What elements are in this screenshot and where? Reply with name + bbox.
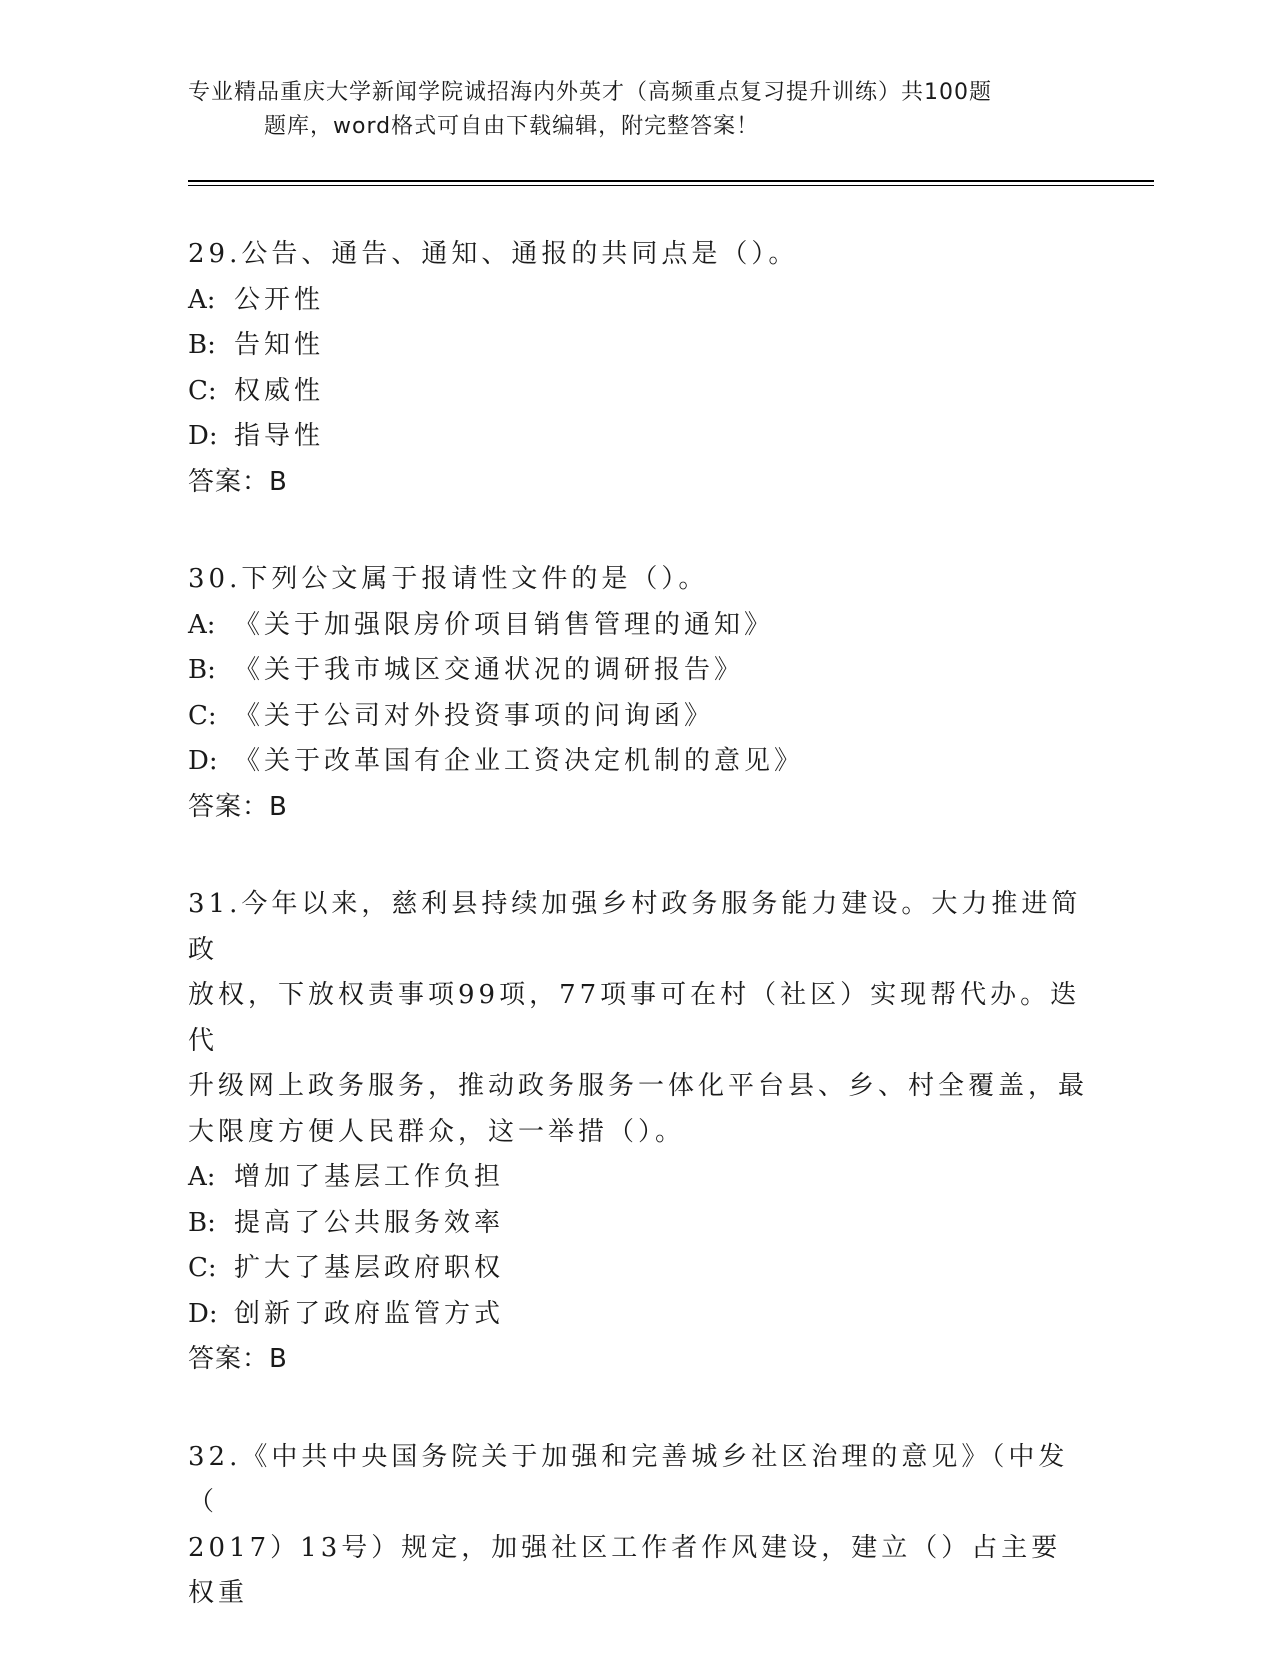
option-text: 《关于加强限房价项目销售管理的通知》: [234, 609, 775, 640]
option-letter: A:: [188, 284, 216, 315]
option-text: 增加了基层工作负担: [234, 1162, 505, 1192]
option-letter: B:: [188, 1207, 216, 1238]
document-header: [188, 76, 1068, 144]
option-text: 扩大了基层政府职权: [234, 1253, 505, 1283]
option-b: [188, 323, 1088, 369]
option-letter: B:: [188, 330, 216, 360]
option-a: [188, 603, 1088, 649]
option-text: 权威性: [234, 375, 325, 406]
option-letter: C:: [188, 375, 217, 406]
option-c: [188, 369, 1088, 415]
option-d: [188, 414, 1088, 460]
option-letter: A:: [188, 1162, 216, 1192]
option-text: 公开性: [234, 284, 325, 315]
option-text: 创新了政府监管方式: [234, 1298, 505, 1329]
question-31: [188, 882, 1088, 1383]
question-list: [188, 232, 1088, 1669]
header-divider-bottom: [188, 185, 1154, 186]
option-d: [188, 1292, 1088, 1338]
answer-line: 答案：B: [188, 791, 288, 822]
option-letter: D:: [188, 421, 218, 451]
option-letter: D:: [188, 746, 218, 776]
option-letter: C:: [188, 700, 217, 731]
option-text: 《关于公司对外投资事项的问询函》: [234, 700, 715, 731]
header-title-line-2: 题库，word格式可自由下载编辑，附完整答案！: [264, 114, 760, 139]
header-divider-top: [188, 180, 1154, 182]
option-text: 《关于改革国有企业工资决定机制的意见》: [234, 746, 805, 776]
option-text: 提高了公共服务效率: [234, 1207, 505, 1238]
option-letter: A:: [188, 609, 216, 640]
question-stem-line: 放权，下放权责事项99项，77项事可在村（社区）实现帮代办。迭代: [188, 980, 1081, 1056]
question-30: [188, 557, 1088, 830]
header-title-line-1: 专业精品重庆大学新闻学院诚招海内外英才（高频重点复习提升训练）共100题: [188, 80, 992, 105]
option-letter: C:: [188, 1253, 217, 1283]
question-stem-line: 2017）13号）规定，加强社区工作者作风建设，建立（）占主要权重: [188, 1532, 1062, 1608]
option-b: [188, 648, 1088, 694]
option-a: [188, 278, 1088, 324]
question-stem-line: 32.《中共中央国务院关于加强和完善城乡社区治理的意见》（中发（: [188, 1441, 1069, 1517]
answer-line: 答案：B: [188, 1344, 288, 1374]
question-stem-line: 31.今年以来，慈利县持续加强乡村政务服务能力建设。大力推进简政: [188, 889, 1082, 965]
question-32: [188, 1435, 1088, 1617]
option-text: 《关于我市城区交通状况的调研报告》: [234, 655, 745, 685]
option-c: [188, 694, 1088, 740]
option-letter: D:: [188, 1298, 218, 1329]
option-text: 告知性: [234, 330, 325, 360]
question-stem-line: 升级网上政务服务，推动政务服务一体化平台县、乡、村全覆盖，最: [188, 1071, 1089, 1101]
answer-line: 答案：B: [188, 466, 288, 497]
question-stem: 29.公告、通告、通知、通报的共同点是（）。: [188, 239, 799, 269]
option-letter: B:: [188, 655, 216, 685]
option-a: [188, 1155, 1088, 1201]
option-d: [188, 739, 1088, 785]
option-c: [188, 1246, 1088, 1292]
option-b: [188, 1201, 1088, 1247]
question-29: [188, 232, 1088, 505]
option-text: 指导性: [234, 421, 325, 451]
question-stem: 30.下列公文属于报请性文件的是（）。: [188, 564, 709, 594]
question-stem-line: 大限度方便人民群众，这一举措（）。: [188, 1116, 686, 1147]
